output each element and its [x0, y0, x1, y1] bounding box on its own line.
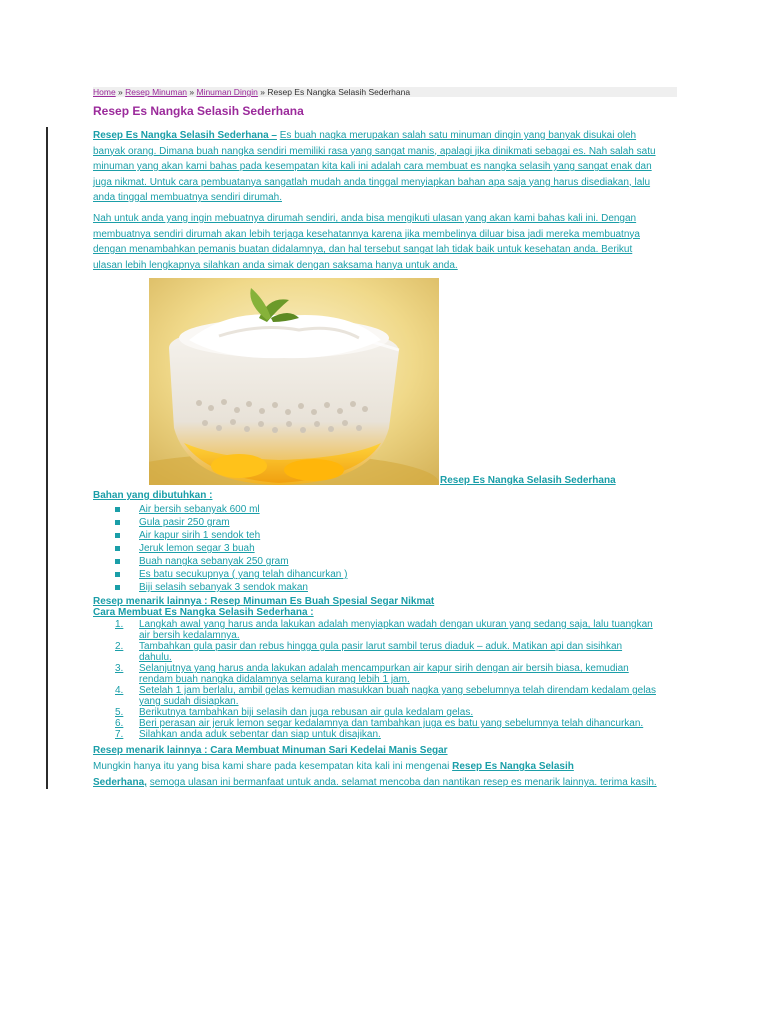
- related-link-2[interactable]: Resep menarik lainnya : Cara Membuat Minuman Sari Kedelai Manis Segar: [93, 745, 448, 756]
- intro-line: minuman yang akan kami bahas pada kesempatan kita kali ini adalah cara membuat es nangka selasih yang sangat enak dan: [93, 161, 652, 172]
- list-item[interactable]: [115, 516, 347, 529]
- ingredient-text: Air bersih sebanyak 600 ml: [139, 504, 260, 515]
- list-item[interactable]: [115, 729, 675, 740]
- paragraph-line: membuatnya sendiri dirumah akan lebih terjaga kesehatannya karena jika membelinya diluar bisa jadi mereka membuatnya: [93, 228, 640, 240]
- step-text: yang sudah disiapkan.: [139, 696, 239, 707]
- step-number: 6.: [115, 718, 124, 729]
- breadcrumb-resep-minuman-link[interactable]: Resep Minuman: [125, 87, 188, 97]
- step-text: Beri perasan air jeruk lemon segar kedalamnya dan tambahkan juga es batu yang sebelumnya telah dihancurkan.: [139, 718, 644, 729]
- step-number: 3.: [115, 663, 124, 674]
- left-border-rule: [46, 127, 48, 789]
- ingredient-text: Buah nangka sebanyak 250 gram: [139, 556, 289, 567]
- breadcrumb-separator: »: [257, 87, 268, 97]
- list-item[interactable]: [115, 581, 347, 594]
- step-number: 1.: [115, 619, 124, 630]
- square-bullet-icon: [115, 520, 120, 525]
- list-item[interactable]: [115, 707, 675, 718]
- list-item[interactable]: [115, 663, 675, 685]
- step-text: Langkah awal yang harus anda lakukan adalah menyiapkan wadah dengan ukuran yang sedang saja, lalu tuangkan: [139, 619, 653, 630]
- intro-line: Es buah nagka merupakan salah satu minuman dingin yang banyak disukai oleh: [279, 130, 637, 141]
- second-paragraph: [93, 211, 677, 273]
- step-number: 5.: [115, 707, 124, 718]
- intro-line: banyak orang. Dimana buah nangka sendiri memiliki rasa yang sangat manis, apalagi jika dinikmati sebagai es. Nah salah satu: [93, 145, 656, 157]
- closing-paragraph: [93, 759, 683, 791]
- step-text: Berikutnya tambahkan biji selasih dan juga rebusan air gula kedalam gelas.: [139, 707, 474, 718]
- square-bullet-icon: [115, 533, 120, 538]
- outro-start: Mungkin hanya itu yang bisa kami share pada kesempatan kita kali ini mengenai: [93, 761, 450, 772]
- step-text: Silahkan anda aduk sebentar dan siap untuk disajikan.: [139, 729, 381, 740]
- intro-line: anda tinggal membuatnya sendiri dirumah.: [93, 192, 282, 203]
- list-item[interactable]: [115, 685, 675, 707]
- step-text: air bersih kedalamnya.: [139, 630, 240, 641]
- step-text: Setelah 1 jam berlalu, ambil gelas kemudian masukkan buah nagka yang sebelumnya telah direndam kedalam gelas: [139, 685, 656, 696]
- ingredients-list: [115, 503, 347, 594]
- breadcrumb-separator: »: [115, 87, 126, 97]
- list-item[interactable]: [115, 641, 675, 663]
- list-item[interactable]: [115, 503, 347, 516]
- ingredient-text: Gula pasir 250 gram: [139, 517, 230, 528]
- list-item[interactable]: [115, 555, 347, 568]
- square-bullet-icon: [115, 559, 120, 564]
- step-text: dahulu.: [139, 652, 172, 663]
- square-bullet-icon: [115, 507, 120, 512]
- ingredient-text: Biji selasih sebanyak 3 sendok makan: [139, 582, 308, 593]
- es-nangka-photo[interactable]: [149, 278, 439, 485]
- cara-heading: Cara Membuat Es Nangka Selasih Sederhana :: [93, 607, 314, 618]
- square-bullet-icon: [115, 585, 120, 590]
- breadcrumb: [93, 87, 677, 97]
- ingredient-text: Es batu secukupnya ( yang telah dihancurkan ): [139, 569, 348, 580]
- intro-bold-title[interactable]: Resep Es Nangka Selasih Sederhana –: [93, 130, 277, 141]
- image-caption-link[interactable]: Resep Es Nangka Selasih Sederhana: [440, 475, 616, 486]
- step-number: 4.: [115, 685, 124, 696]
- step-number: 7.: [115, 729, 124, 740]
- page-title: Resep Es Nangka Selasih Sederhana: [93, 104, 304, 118]
- square-bullet-icon: [115, 546, 120, 551]
- related-link-1[interactable]: Resep menarik lainnya : Resep Minuman Es Buah Spesial Segar Nikmat: [93, 596, 435, 607]
- paragraph-line: ulasan lebih lengkapnya silahkan anda simak dengan saksama hanya untuk anda.: [93, 259, 458, 271]
- steps-list: [115, 619, 675, 740]
- list-item[interactable]: [115, 718, 675, 729]
- breadcrumb-separator: »: [187, 87, 197, 97]
- outro-bold-title-cont[interactable]: Sederhana,: [93, 777, 147, 788]
- list-item[interactable]: [115, 568, 347, 581]
- square-bullet-icon: [115, 572, 120, 577]
- step-text: rendam buah nangka didalamnya selama kurang lebih 1 jam.: [139, 674, 410, 685]
- breadcrumb-current: Resep Es Nangka Selasih Sederhana: [267, 87, 411, 97]
- list-item[interactable]: [115, 619, 675, 641]
- paragraph-line: dengan menambahkan pemanis buatan didalamnya, dan hal tersebut sangat lah tidak baik untuk kesehatan anda. Berikut: [93, 244, 633, 255]
- intro-line: juga nikmat. Untuk cara pembuatanya sangatlah mudah anda tinggal menyiapkan bahan apa saja yang harus disediakan, lalu: [93, 176, 651, 188]
- bahan-heading: Bahan yang dibutuhkan :: [93, 490, 213, 501]
- step-text: Tambahkan gula pasir dan rebus hingga gula pasir larut sambil terus diaduk – aduk. Matikan api dan sisihkan: [139, 641, 623, 652]
- breadcrumb-minuman-dingin-link[interactable]: Minuman Dingin: [196, 87, 258, 97]
- outro-end: semoga ulasan ini bermanfaat untuk anda. selamat mencoba dan nantikan resep es menarik lainnya. terima kasih.: [149, 777, 657, 788]
- ingredient-text: Jeruk lemon segar 3 buah: [139, 543, 255, 554]
- outro-bold-title[interactable]: Resep Es Nangka Selasih: [452, 761, 574, 772]
- step-text: Selanjutnya yang harus anda lakukan adalah mencampurkan air kapur sirih dengan air bersih biasa, kemudian: [139, 663, 629, 674]
- paragraph-line: Nah untuk anda yang ingin mebuatnya dirumah sendiri, anda bisa mengikuti ulasan yang akan kami bahas kali ini. Dengan: [93, 213, 637, 224]
- es-nangka-illustration: [149, 278, 439, 485]
- list-item[interactable]: [115, 542, 347, 555]
- step-number: 2.: [115, 641, 124, 652]
- breadcrumb-home-link[interactable]: Home: [93, 87, 116, 97]
- ingredient-text: Air kapur sirih 1 sendok teh: [139, 530, 261, 541]
- list-item[interactable]: [115, 529, 347, 542]
- intro-paragraph: [93, 128, 677, 206]
